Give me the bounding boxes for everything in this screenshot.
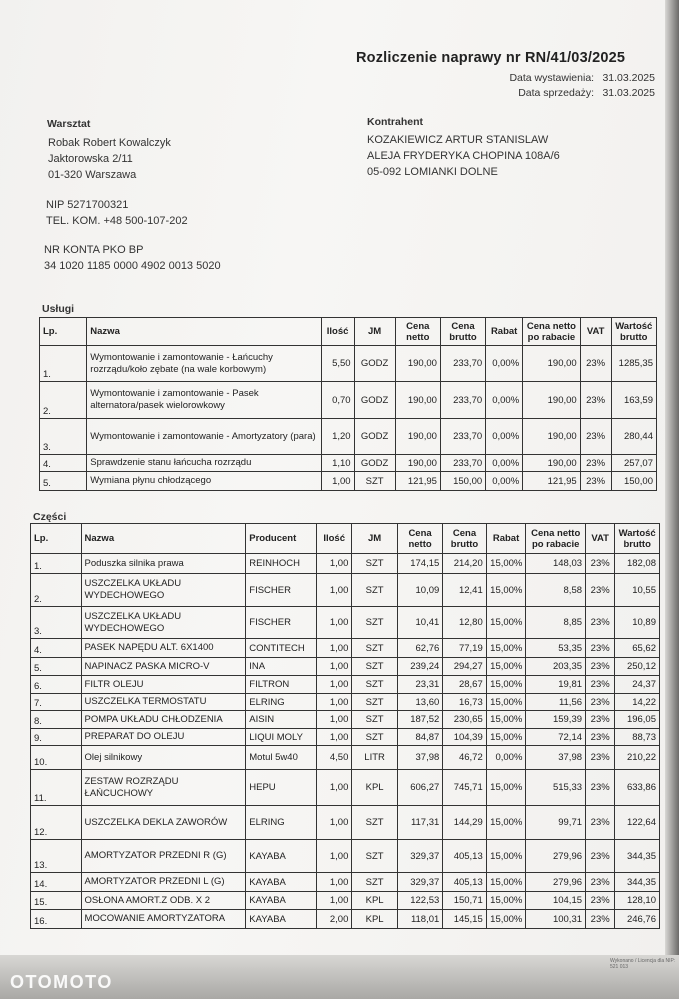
cell-value: 150,00 — [611, 472, 656, 491]
table-row — [31, 658, 660, 676]
cell-net-after: 190,00 — [523, 346, 581, 382]
cell-producer: REINHOCH — [246, 554, 317, 574]
cell-lp: 2. — [40, 382, 87, 419]
cell-vat: 23% — [586, 658, 615, 676]
cell-lp: 10. — [31, 746, 82, 770]
cell-qty: 1,00 — [317, 676, 352, 694]
cell-value: 182,08 — [615, 554, 660, 574]
cell-name: USZCZELKA UKŁADU WYDECHOWEGO — [81, 574, 246, 607]
cell-vat: 23% — [586, 694, 615, 711]
cell-vat: 23% — [586, 574, 615, 607]
cell-discount: 15,00% — [486, 658, 526, 676]
cell-qty: 0,70 — [321, 382, 354, 419]
bank-account: 34 1020 1185 0000 4902 0013 5020 — [44, 260, 221, 272]
cell-gross: 233,70 — [440, 455, 485, 472]
cell-name: OSŁONA AMORT.Z ODB. X 2 — [81, 892, 246, 910]
footer-note: Wykonano / Licencja dla NIP: 521 013 — [610, 958, 676, 970]
col-vat: VAT — [580, 318, 611, 346]
cell-vat: 23% — [580, 455, 611, 472]
cell-discount: 0,00% — [486, 346, 523, 382]
table-row — [31, 729, 660, 746]
cell-unit: SZT — [352, 574, 397, 607]
cell-discount: 0,00% — [486, 382, 523, 419]
table-row — [31, 574, 660, 607]
cell-net-after: 19,81 — [526, 676, 586, 694]
cell-net: 84,87 — [397, 729, 442, 746]
cell-net-after: 53,35 — [526, 639, 586, 658]
cell-producer: FISCHER — [246, 574, 317, 607]
cell-qty: 1,00 — [317, 873, 352, 892]
cell-value: 10,55 — [615, 574, 660, 607]
cell-gross: 233,70 — [440, 419, 485, 455]
cell-qty: 1,00 — [317, 892, 352, 910]
cell-lp: 5. — [31, 658, 82, 676]
cell-name: Wymiana płynu chłodzącego — [87, 472, 321, 491]
cell-value: 196,05 — [615, 711, 660, 729]
contractor-label: Kontrahent — [367, 116, 423, 128]
col-value: Wartość brutto — [615, 524, 660, 554]
cell-producer: LIQUI MOLY — [246, 729, 317, 746]
cell-producer: KAYABA — [246, 892, 317, 910]
table-row — [31, 770, 660, 806]
cell-gross: 233,70 — [440, 382, 485, 419]
cell-gross: 214,20 — [443, 554, 486, 574]
services-table — [39, 317, 657, 491]
cell-name: USZCZELKA DEKLA ZAWORÓW — [81, 806, 246, 840]
cell-name: PASEK NAPĘDU ALT. 6X1400 — [81, 639, 246, 658]
cell-net: 13,60 — [397, 694, 442, 711]
col-name: Nazwa — [81, 524, 246, 554]
cell-lp: 3. — [31, 607, 82, 639]
cell-vat: 23% — [586, 770, 615, 806]
cell-name: Olej silnikowy — [81, 746, 246, 770]
cell-gross: 405,13 — [443, 873, 486, 892]
table-row — [31, 639, 660, 658]
cell-vat: 23% — [586, 806, 615, 840]
cell-lp: 12. — [31, 806, 82, 840]
col-qty: Ilość — [317, 524, 352, 554]
cell-vat: 23% — [586, 892, 615, 910]
cell-value: 163,59 — [611, 382, 656, 419]
cell-value: 24,37 — [615, 676, 660, 694]
cell-gross: 150,00 — [440, 472, 485, 491]
cell-lp: 13. — [31, 840, 82, 873]
table-row — [31, 554, 660, 574]
cell-producer: FISCHER — [246, 607, 317, 639]
workshop-label: Warsztat — [47, 118, 91, 130]
cell-qty: 1,00 — [317, 729, 352, 746]
table-row — [31, 892, 660, 910]
cell-unit: SZT — [352, 806, 397, 840]
col-net-after: Cena netto po rabacie — [523, 318, 581, 346]
cell-vat: 23% — [586, 639, 615, 658]
cell-gross: 104,39 — [443, 729, 486, 746]
cell-producer: KAYABA — [246, 840, 317, 873]
cell-unit: SZT — [352, 873, 397, 892]
document-title: Rozliczenie naprawy nr RN/41/03/2025 — [356, 50, 626, 66]
cell-gross: 12,41 — [443, 574, 486, 607]
cell-net-after: 11,56 — [526, 694, 586, 711]
cell-value: 250,12 — [615, 658, 660, 676]
cell-unit: SZT — [352, 554, 397, 574]
cell-unit: GODZ — [354, 419, 395, 455]
cell-vat: 23% — [586, 711, 615, 729]
cell-discount: 0,00% — [486, 472, 523, 491]
cell-value: 633,86 — [615, 770, 660, 806]
cell-qty: 1,00 — [317, 840, 352, 873]
cell-gross: 233,70 — [440, 346, 485, 382]
workshop-city: 01-320 Warszawa — [48, 169, 137, 181]
cell-net: 122,53 — [397, 892, 442, 910]
col-gross: Cena brutto — [440, 318, 485, 346]
services-label: Usługi — [42, 303, 75, 315]
cell-name: Sprawdzenie stanu łańcucha rozrządu — [87, 455, 321, 472]
cell-unit: KPL — [352, 910, 397, 929]
cell-gross: 28,67 — [443, 676, 486, 694]
col-gross: Cena brutto — [443, 524, 486, 554]
cell-net-after: 8,58 — [526, 574, 586, 607]
cell-value: 344,35 — [615, 840, 660, 873]
cell-discount: 15,00% — [486, 639, 526, 658]
cell-qty: 1,00 — [317, 806, 352, 840]
cell-vat: 23% — [580, 382, 611, 419]
cell-qty: 1,20 — [321, 419, 354, 455]
cell-qty: 1,00 — [317, 694, 352, 711]
workshop-name: Robak Robert Kowalczyk — [48, 137, 171, 149]
cell-lp: 9. — [31, 729, 82, 746]
col-qty: Ilość — [321, 318, 354, 346]
cell-lp: 11. — [31, 770, 82, 806]
workshop-phone: TEL. KOM. +48 500-107-202 — [46, 215, 188, 227]
cell-gross: 294,27 — [443, 658, 486, 676]
cell-name: MOCOWANIE AMORTYZATORA — [81, 910, 246, 929]
cell-lp: 2. — [31, 574, 82, 607]
workshop-contact — [46, 197, 188, 229]
cell-name: NAPINACZ PASKA MICRO-V — [81, 658, 246, 676]
cell-net: 10,09 — [397, 574, 442, 607]
cell-vat: 23% — [586, 910, 615, 929]
cell-net-after: 190,00 — [523, 382, 581, 419]
cell-vat: 23% — [586, 729, 615, 746]
table-row — [31, 873, 660, 892]
cell-qty: 1,00 — [321, 472, 354, 491]
table-row — [31, 840, 660, 873]
cell-unit: SZT — [354, 472, 395, 491]
cell-vat: 23% — [580, 346, 611, 382]
col-vat: VAT — [586, 524, 615, 554]
cell-producer: KAYABA — [246, 873, 317, 892]
cell-name: Poduszka silnika prawa — [81, 554, 246, 574]
col-discount: Rabat — [486, 318, 523, 346]
cell-producer: FILTRON — [246, 676, 317, 694]
cell-net-after: 72,14 — [526, 729, 586, 746]
cell-net: 187,52 — [397, 711, 442, 729]
cell-producer: INA — [246, 658, 317, 676]
cell-net: 239,24 — [397, 658, 442, 676]
cell-unit: SZT — [352, 658, 397, 676]
cell-lp: 4. — [31, 639, 82, 658]
cell-discount: 15,00% — [486, 770, 526, 806]
col-unit: JM — [354, 318, 395, 346]
cell-net-after: 190,00 — [523, 419, 581, 455]
cell-producer: ELRING — [246, 806, 317, 840]
table-row — [40, 346, 657, 382]
cell-net-after: 121,95 — [523, 472, 581, 491]
parts-label: Części — [33, 511, 67, 523]
cell-discount: 15,00% — [486, 873, 526, 892]
document-dates — [509, 71, 655, 100]
cell-net-after: 8,85 — [526, 607, 586, 639]
workshop-bank — [44, 242, 221, 274]
cell-value: 257,07 — [611, 455, 656, 472]
cell-net: 10,41 — [397, 607, 442, 639]
table-row — [31, 607, 660, 639]
cell-discount: 0,00% — [486, 746, 526, 770]
workshop-address — [48, 135, 171, 183]
cell-gross: 144,29 — [443, 806, 486, 840]
table-row — [31, 676, 660, 694]
cell-producer: AISIN — [246, 711, 317, 729]
cell-unit: SZT — [352, 729, 397, 746]
services-header-row — [40, 318, 657, 346]
cell-gross: 405,13 — [443, 840, 486, 873]
cell-unit: SZT — [352, 607, 397, 639]
cell-vat: 23% — [586, 840, 615, 873]
col-lp: Lp. — [40, 318, 87, 346]
cell-name: AMORTYZATOR PRZEDNI R (G) — [81, 840, 246, 873]
cell-value: 88,73 — [615, 729, 660, 746]
cell-vat: 23% — [586, 607, 615, 639]
cell-name: PREPARAT DO OLEJU — [81, 729, 246, 746]
cell-gross: 16,73 — [443, 694, 486, 711]
table-row — [40, 455, 657, 472]
cell-discount: 15,00% — [486, 574, 526, 607]
table-row — [31, 806, 660, 840]
cell-name: FILTR OLEJU — [81, 676, 246, 694]
col-name: Nazwa — [87, 318, 321, 346]
cell-qty: 2,00 — [317, 910, 352, 929]
cell-net: 62,76 — [397, 639, 442, 658]
cell-net-after: 99,71 — [526, 806, 586, 840]
cell-discount: 15,00% — [486, 806, 526, 840]
cell-value: 280,44 — [611, 419, 656, 455]
cell-name: ZESTAW ROZRZĄDU ŁAŃCUCHOWY — [81, 770, 246, 806]
cell-unit: SZT — [352, 711, 397, 729]
cell-net: 117,31 — [397, 806, 442, 840]
cell-discount: 0,00% — [486, 419, 523, 455]
cell-name: USZCZELKA UKŁADU WYDECHOWEGO — [81, 607, 246, 639]
parts-table — [30, 523, 660, 929]
col-discount: Rabat — [486, 524, 526, 554]
cell-net: 121,95 — [395, 472, 440, 491]
cell-name: Wymontowanie i zamontowanie - Łańcuchy rozrządu/koło zębate (na wale korbowym) — [87, 346, 321, 382]
cell-discount: 15,00% — [486, 676, 526, 694]
cell-qty: 1,10 — [321, 455, 354, 472]
cell-value: 14,22 — [615, 694, 660, 711]
table-row — [40, 419, 657, 455]
cell-unit: GODZ — [354, 382, 395, 419]
cell-unit: KPL — [352, 892, 397, 910]
table-row — [40, 472, 657, 491]
table-row — [40, 382, 657, 419]
cell-lp: 3. — [40, 419, 87, 455]
cell-value: 210,22 — [615, 746, 660, 770]
cell-qty: 5,50 — [321, 346, 354, 382]
cell-name: AMORTYZATOR PRZEDNI L (G) — [81, 873, 246, 892]
contractor-name: KOZAKIEWICZ ARTUR STANISLAW — [367, 134, 549, 146]
cell-net-after: 203,35 — [526, 658, 586, 676]
table-row — [31, 746, 660, 770]
col-lp: Lp. — [31, 524, 82, 554]
cell-net-after: 148,03 — [526, 554, 586, 574]
cell-lp: 14. — [31, 873, 82, 892]
cell-vat: 23% — [586, 554, 615, 574]
cell-net-after: 515,33 — [526, 770, 586, 806]
col-value: Wartość brutto — [611, 318, 656, 346]
cell-net: 190,00 — [395, 346, 440, 382]
cell-value: 344,35 — [615, 873, 660, 892]
cell-qty: 1,00 — [317, 554, 352, 574]
cell-unit: SZT — [352, 694, 397, 711]
sale-date-label: Data sprzedaży: — [518, 86, 595, 99]
cell-value: 122,64 — [615, 806, 660, 840]
col-net-after: Cena netto po rabacie — [526, 524, 586, 554]
cell-net-after: 279,96 — [526, 873, 586, 892]
cell-net: 190,00 — [395, 455, 440, 472]
cell-net-after: 37,98 — [526, 746, 586, 770]
cell-name: Wymontowanie i zamontowanie - Amortyzatory (para) — [87, 419, 321, 455]
cell-discount: 0,00% — [486, 455, 523, 472]
contractor-address — [367, 132, 560, 180]
cell-lp: 7. — [31, 694, 82, 711]
cell-discount: 15,00% — [486, 729, 526, 746]
cell-lp: 4. — [40, 455, 87, 472]
issue-date-label: Data wystawienia: — [509, 72, 595, 84]
cell-lp: 16. — [31, 910, 82, 929]
contractor-street: ALEJA FRYDERYKA CHOPINA 108A/6 — [367, 150, 560, 162]
cell-producer: HEPU — [246, 770, 317, 806]
cell-net: 118,01 — [397, 910, 442, 929]
cell-qty: 1,00 — [317, 639, 352, 658]
cell-qty: 4,50 — [317, 746, 352, 770]
cell-discount: 15,00% — [486, 711, 526, 729]
cell-name: POMPA UKŁADU CHŁODZENIA — [81, 711, 246, 729]
parts-header-row — [31, 524, 660, 554]
cell-vat: 23% — [586, 873, 615, 892]
bank-label: NR KONTA PKO BP — [44, 244, 144, 256]
cell-vat: 23% — [580, 419, 611, 455]
cell-lp: 1. — [31, 554, 82, 574]
cell-discount: 15,00% — [486, 554, 526, 574]
cell-value: 1285,35 — [611, 346, 656, 382]
cell-net-after: 159,39 — [526, 711, 586, 729]
cell-discount: 15,00% — [486, 694, 526, 711]
cell-gross: 77,19 — [443, 639, 486, 658]
cell-unit: GODZ — [354, 346, 395, 382]
cell-gross: 230,65 — [443, 711, 486, 729]
col-net: Cena netto — [395, 318, 440, 346]
cell-gross: 12,80 — [443, 607, 486, 639]
cell-net: 174,15 — [397, 554, 442, 574]
cell-net-after: 100,31 — [526, 910, 586, 929]
cell-discount: 15,00% — [486, 910, 526, 929]
table-row — [31, 910, 660, 929]
sale-date: 31.03.2025 — [602, 86, 655, 99]
cell-net-after: 190,00 — [523, 455, 581, 472]
cell-lp: 8. — [31, 711, 82, 729]
cell-lp: 15. — [31, 892, 82, 910]
table-row — [31, 711, 660, 729]
cell-discount: 15,00% — [486, 840, 526, 873]
workshop-nip: NIP 5271700321 — [46, 199, 129, 211]
cell-unit: SZT — [352, 840, 397, 873]
otomoto-watermark: OTOMOTO — [10, 972, 113, 992]
col-producer: Producent — [246, 524, 317, 554]
cell-vat: 23% — [586, 676, 615, 694]
cell-unit: GODZ — [354, 455, 395, 472]
page-edge-shadow — [665, 0, 679, 999]
cell-net-after: 279,96 — [526, 840, 586, 873]
cell-vat: 23% — [580, 472, 611, 491]
cell-producer: KAYABA — [246, 910, 317, 929]
cell-unit: SZT — [352, 639, 397, 658]
col-unit: JM — [352, 524, 397, 554]
cell-gross: 46,72 — [443, 746, 486, 770]
table-row — [31, 694, 660, 711]
cell-name: Wymontowanie i zamontowanie - Pasek alternatora/pasek wielorowkowy — [87, 382, 321, 419]
cell-net: 23,31 — [397, 676, 442, 694]
cell-discount: 15,00% — [486, 607, 526, 639]
cell-value: 10,89 — [615, 607, 660, 639]
contractor-city: 05-092 LOMIANKI DOLNE — [367, 166, 498, 178]
cell-unit: SZT — [352, 676, 397, 694]
cell-unit: KPL — [352, 770, 397, 806]
cell-net: 329,37 — [397, 840, 442, 873]
cell-producer: CONTITECH — [246, 639, 317, 658]
cell-net: 190,00 — [395, 382, 440, 419]
cell-net-after: 104,15 — [526, 892, 586, 910]
issue-date: 31.03.2025 — [602, 72, 655, 84]
cell-value: 65,62 — [615, 639, 660, 658]
col-net: Cena netto — [397, 524, 442, 554]
cell-net: 329,37 — [397, 873, 442, 892]
cell-producer: Motul 5w40 — [246, 746, 317, 770]
cell-qty: 1,00 — [317, 574, 352, 607]
cell-lp: 6. — [31, 676, 82, 694]
cell-name: USZCZELKA TERMOSTATU — [81, 694, 246, 711]
cell-net: 37,98 — [397, 746, 442, 770]
cell-discount: 15,00% — [486, 892, 526, 910]
cell-unit: LITR — [352, 746, 397, 770]
cell-vat: 23% — [586, 746, 615, 770]
cell-gross: 150,71 — [443, 892, 486, 910]
cell-gross: 145,15 — [443, 910, 486, 929]
cell-qty: 1,00 — [317, 711, 352, 729]
cell-producer: ELRING — [246, 694, 317, 711]
cell-net: 606,27 — [397, 770, 442, 806]
cell-qty: 1,00 — [317, 770, 352, 806]
cell-value: 128,10 — [615, 892, 660, 910]
workshop-street: Jaktorowska 2/11 — [48, 153, 133, 165]
cell-net: 190,00 — [395, 419, 440, 455]
cell-lp: 5. — [40, 472, 87, 491]
cell-lp: 1. — [40, 346, 87, 382]
cell-value: 246,76 — [615, 910, 660, 929]
cell-qty: 1,00 — [317, 658, 352, 676]
cell-qty: 1,00 — [317, 607, 352, 639]
cell-gross: 745,71 — [443, 770, 486, 806]
